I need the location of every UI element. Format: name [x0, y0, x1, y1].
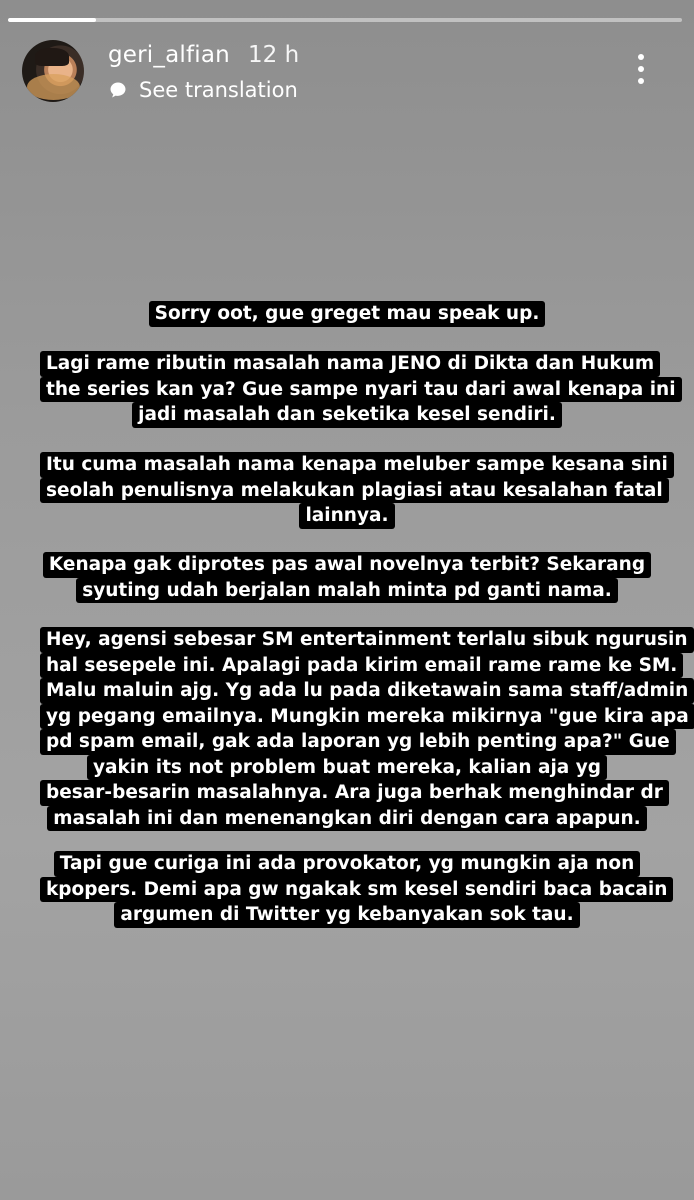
story-line: besar-besarin masalahnya. Ara juga berhak menghindar dr — [40, 780, 669, 806]
story-line: hal sesepele ini. Apalagi pada kirim email rame rame ke SM. — [40, 653, 683, 679]
story-line: the series kan ya? Gue sampe nyari tau dari awal kenapa ini — [40, 377, 682, 403]
story-line: Lagi rame ributin masalah nama JENO di Dikta dan Hukum — [40, 351, 660, 377]
story-line: argumen di Twitter yg kebanyakan sok tau. — [114, 902, 579, 928]
see-translation-button[interactable] — [108, 75, 298, 105]
story-line: Tapi gue curiga ini ada provokator, yg mungkin aja non — [54, 851, 641, 877]
translation-icon — [108, 80, 128, 100]
story-line: Kenapa gak diprotes pas awal novelnya terbit? Sekarang — [43, 552, 651, 578]
more-vertical-icon — [638, 54, 644, 60]
story-line: Hey, agensi sebesar SM entertainment terlalu sibuk ngurusin — [40, 627, 694, 653]
story-paragraph — [40, 851, 668, 928]
story-header — [22, 40, 674, 106]
story-progress-bar — [8, 18, 682, 22]
story-line: Itu cuma masalah nama kenapa meluber sampe kesana sini — [40, 452, 674, 478]
story-paragraph — [40, 301, 654, 327]
story-paragraph — [40, 351, 676, 428]
see-translation-label: See translation — [139, 78, 298, 102]
more-vertical-icon — [638, 66, 644, 72]
story-line: masalah ini dan menenangkan diri dengan cara apapun. — [47, 806, 646, 832]
story-paragraph — [40, 552, 654, 603]
story-line: syuting udah berjalan malah minta pd ganti nama. — [76, 578, 618, 604]
story-line: Malu maluin ajg. Yg ada lu pada diketawain sama staff/admin — [40, 678, 694, 704]
story-line: Sorry oot, gue greget mau speak up. — [149, 301, 546, 327]
story-line: jadi masalah dan seketika kesel sendiri. — [132, 402, 562, 428]
story-line: pd spam email, gak ada laporan yg lebih penting apa?" Gue — [40, 729, 676, 755]
more-options-button[interactable] — [636, 54, 646, 88]
story-paragraph — [40, 627, 689, 831]
more-vertical-icon — [638, 78, 644, 84]
story-line: kpopers. Demi apa gw ngakak sm kesel sendiri baca bacain — [40, 877, 673, 903]
story-line: lainnya. — [299, 503, 394, 529]
story-paragraph — [40, 452, 668, 529]
username[interactable]: geri_alfian — [108, 42, 230, 68]
story-time: 12 h — [248, 42, 300, 68]
story-line: yakin its not problem buat mereka, kalian aja yg — [87, 755, 607, 781]
story-progress-fill — [8, 18, 96, 22]
avatar[interactable] — [22, 40, 84, 102]
story-line: yg pegang emailnya. Mungkin mereka mikirnya "gue kira apa — [40, 704, 694, 730]
story-line: seolah penulisnya melakukan plagiasi atau kesalahan fatal — [40, 478, 669, 504]
